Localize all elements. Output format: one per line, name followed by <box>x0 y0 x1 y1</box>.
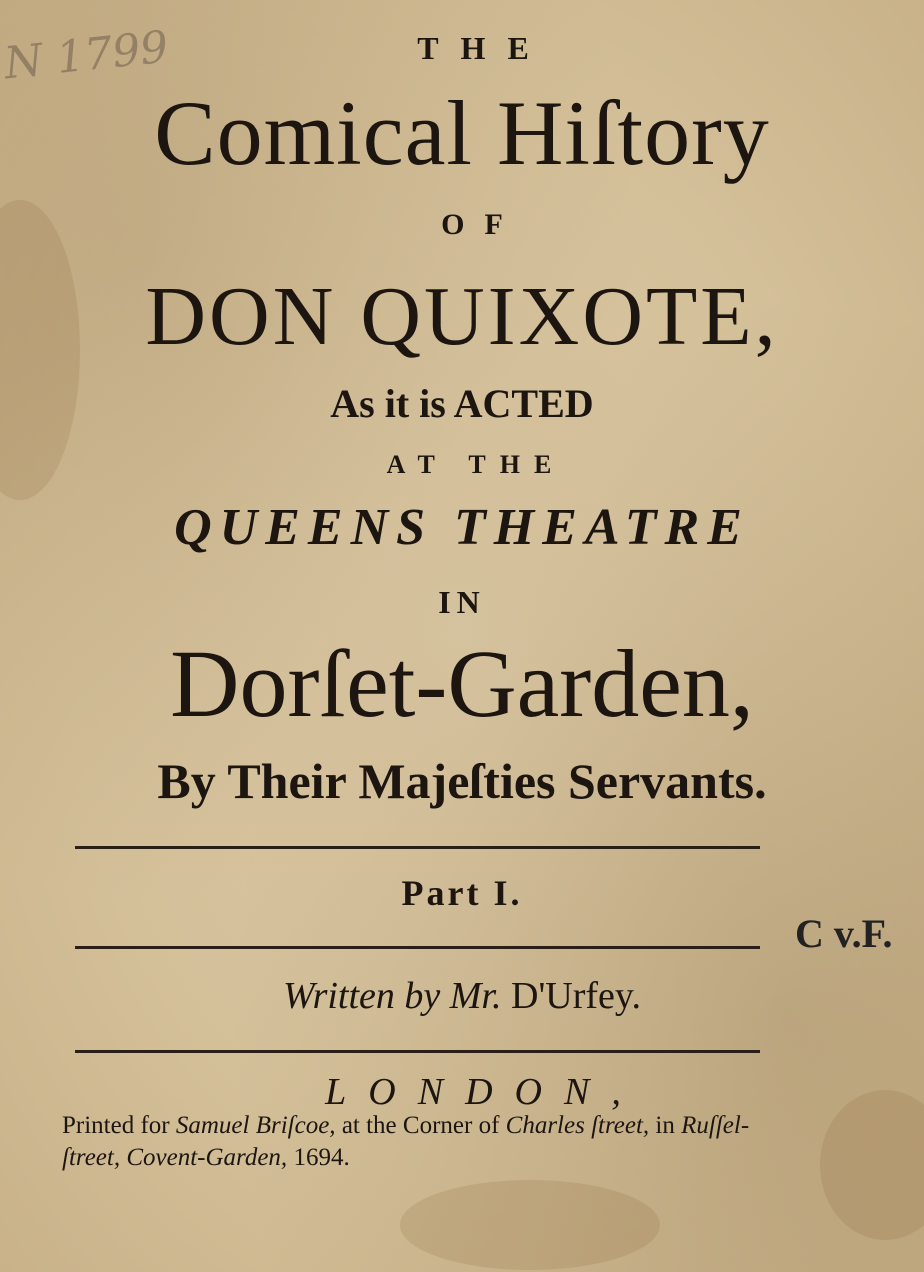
handwritten-shelfmark: N 1799 <box>1 21 171 90</box>
corner-label: at the Corner of <box>341 1112 500 1139</box>
theatre-name: QUEENS THEATRE <box>174 499 750 556</box>
at-the-line: AT THE <box>386 450 566 479</box>
title-of: OF <box>441 208 523 241</box>
printer-name: Samuel Briſcoe, <box>175 1112 336 1139</box>
in-label: in <box>655 1112 675 1139</box>
printed-for-label: Printed for <box>62 1112 170 1139</box>
performers-line: By Their Majeſties Servants. <box>157 753 767 809</box>
divider-rule <box>75 846 760 849</box>
page-title: Comical Hiſtory <box>154 82 770 184</box>
divider-rule <box>75 946 760 949</box>
author-line <box>0 974 924 1018</box>
imprint-city: LONDON, <box>325 1071 643 1113</box>
margin-mark: C v.F. <box>795 911 893 956</box>
author-name: D'Urfey. <box>511 975 641 1017</box>
divider-rule <box>75 1050 760 1053</box>
paper-stain <box>400 1180 660 1270</box>
in-line: IN <box>438 584 486 620</box>
title-the: THE <box>417 30 551 66</box>
imprint-year: 1694. <box>293 1144 350 1171</box>
district-name: Covent-Garden, <box>126 1144 288 1171</box>
location-name: Dorſet-Garden, <box>170 630 754 737</box>
street-name: Charles ſtreet, <box>505 1112 650 1139</box>
author-prefix: Written by Mr. <box>283 975 502 1017</box>
part-label: Part I. <box>401 873 523 913</box>
street2-name: Ruſſel-ſtreet, <box>62 1112 750 1171</box>
acted-line: As it is ACTED <box>330 381 594 426</box>
imprint-text <box>62 1110 782 1174</box>
subject-name: DON QUIXOTE, <box>145 270 779 363</box>
